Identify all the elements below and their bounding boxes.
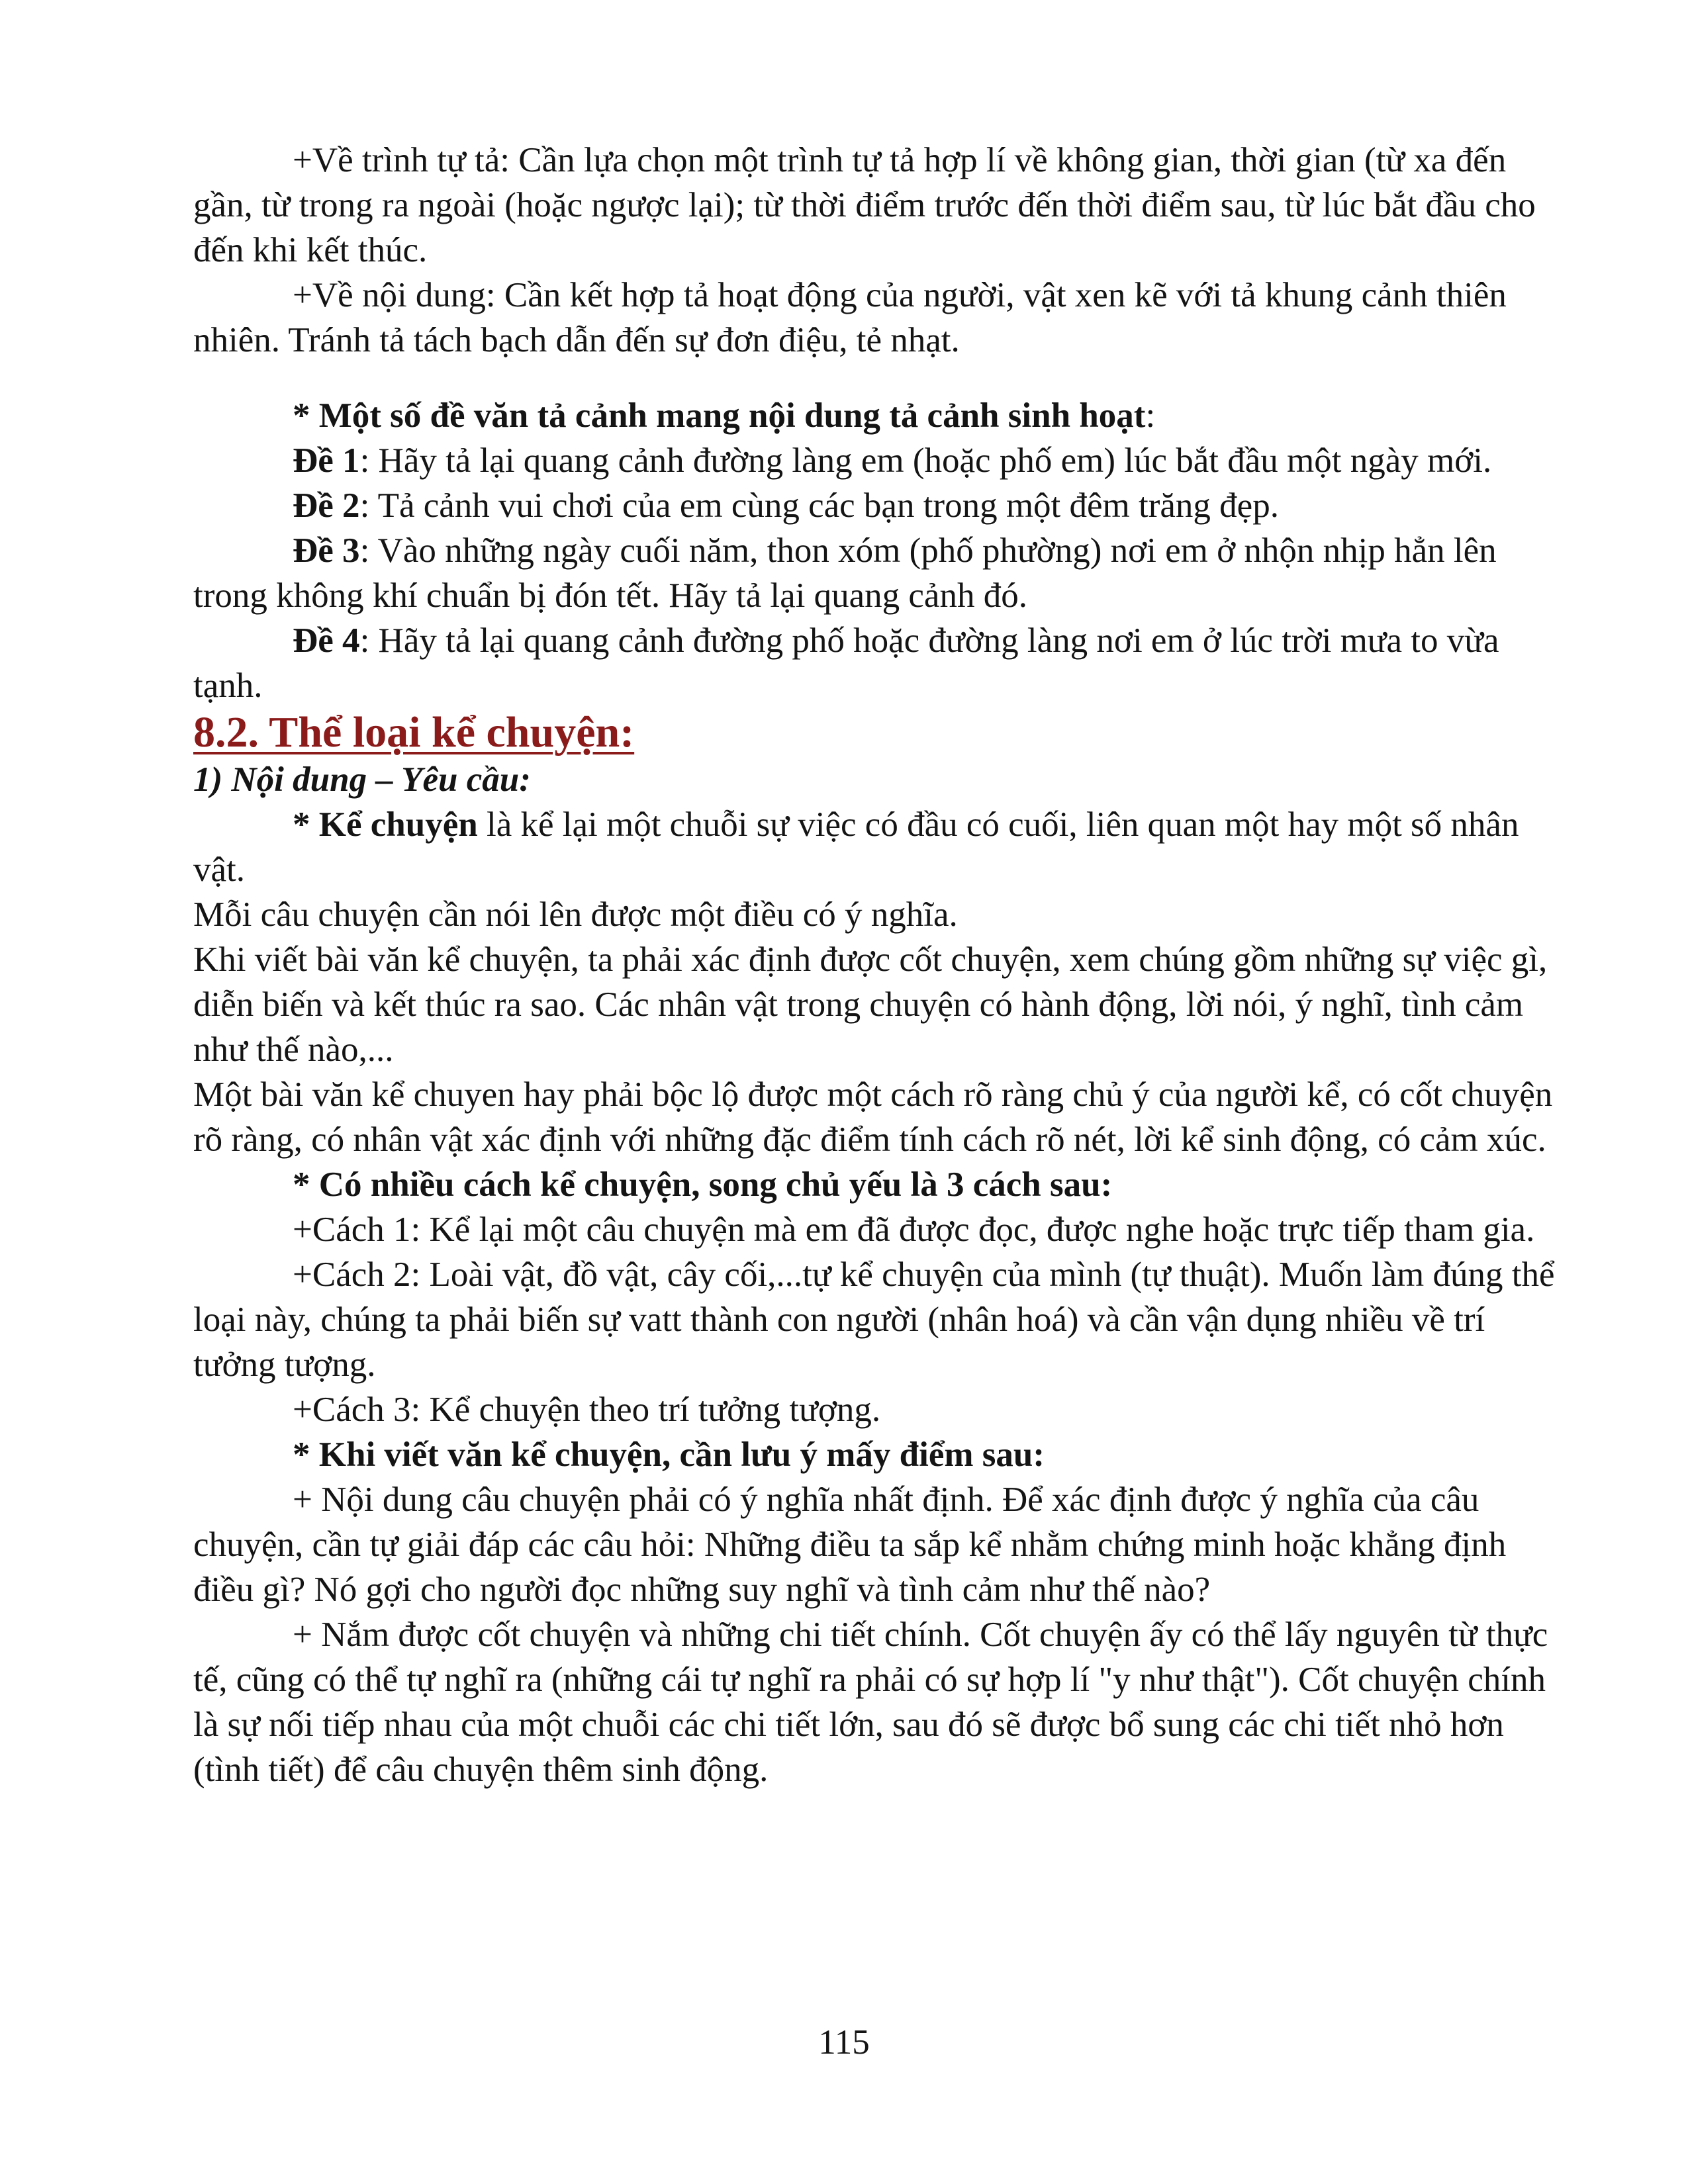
topic-label: Đề 3: [293, 531, 360, 570]
note-item: + Nội dung câu chuyện phải có ý nghĩa nhất định. Để xác định được ý nghĩa của câu chuyện, cần tự giải đáp các câu hỏi: Những điều ta sắp kể nhằm chứng minh hoặc khẳng định điều gì? Nó gợi cho người đọc những suy nghĩ và tình cảm như thế nào?: [193, 1480, 1507, 1609]
meaning-paragraph: Mỗi câu chuyện cần nói lên được một điều có ý nghĩa.: [193, 895, 958, 934]
topic-text: : Hãy tả lại quang cảnh đường phố hoặc đường làng nơi em ở lúc trời mưa to vừa tạnh.: [193, 621, 1499, 705]
section-subheading: 1) Nội dung – Yêu cầu:: [193, 760, 531, 799]
topic-item: [193, 618, 1570, 708]
notes-heading-text: * Khi viết văn kể chuyện, cần lưu ý mấy điểm sau:: [293, 1435, 1045, 1474]
topics-heading-text: * Một số đề văn tả cảnh mang nội dung tả cảnh sinh hoạt: [293, 396, 1146, 435]
topic-item: [193, 483, 1570, 528]
section-heading: 8.2. Thể loại kể chuyện:: [193, 708, 635, 756]
definition-term: Kể chuyện: [318, 805, 478, 844]
ways-heading: [193, 1162, 1570, 1207]
definition-star: *: [293, 805, 319, 844]
plot-paragraph: Khi viết bài văn kể chuyện, ta phải xác định được cốt chuyện, xem chúng gồm những sự việc gì, diễn biến và kết thúc ra sao. Các nhân vật trong chuyện có hành động, lời nói, ý nghĩ, tình cảm như thế nào,...: [193, 940, 1548, 1069]
definition-text: là kể lại một chuỗi sự việc có đầu có cuối, liên quan một hay một số nhân vật.: [193, 805, 1519, 889]
topic-text: : Tả cảnh vui chơi của em cùng các bạn trong một đêm trăng đẹp.: [359, 486, 1279, 525]
topic-label: Đề 4: [293, 621, 360, 660]
topic-text: : Vào những ngày cuối năm, thon xóm (phố phường) nơi em ở nhộn nhịp hẳn lên trong không khí chuẩn bị đón tết. Hãy tả lại quang cảnh đó.: [193, 531, 1497, 615]
document-page: [193, 138, 1570, 1792]
way-item: +Cách 2: Loài vật, đồ vật, cây cối,...tự kể chuyện của mình (tự thuật). Muốn làm đúng thể loại này, chúng ta phải biến sự vatt thành con người (nhân hoá) và cần vận dụng nhiều về trí tưởng tượng.: [193, 1255, 1555, 1384]
topic-text: : Hãy tả lại quang cảnh đường làng em (hoặc phố em) lúc bắt đầu một ngày mới.: [359, 441, 1492, 480]
definition-paragraph: [193, 802, 1570, 892]
notes-heading: [193, 1432, 1570, 1477]
way-item: +Cách 3: Kể chuyện theo trí tưởng tượng.: [293, 1390, 881, 1429]
good-story-paragraph: Một bài văn kể chuyen hay phải bộc lộ được một cách rõ ràng chủ ý của người kể, có cốt chuyện rõ ràng, có nhân vật xác định với những đặc điểm tính cách rõ nét, lời kể sinh động, có cảm xúc.: [193, 1075, 1553, 1159]
topic-label: Đề 2: [293, 486, 360, 525]
content-paragraph: +Về nội dung: Cần kết hợp tả hoạt động của người, vật xen kẽ với tả khung cảnh thiên nhiên. Tránh tả tách bạch dẫn đến sự đơn điệu, tẻ nhạt.: [193, 276, 1507, 359]
note-item: + Nắm được cốt chuyện và những chi tiết chính. Cốt chuyện ấy có thể lấy nguyên từ thực tế, cũng có thể tự nghĩ ra (những cái tự nghĩ ra phải có sự hợp lí "y như thật"). Cốt chuyện chính là sự nối tiếp nhau của một chuỗi các chi tiết lớn, sau đó sẽ được bổ sung các chi tiết nhỏ hơn (tình tiết) để câu chuyện thêm sinh động.: [193, 1615, 1548, 1789]
order-paragraph: +Về trình tự tả: Cần lựa chọn một trình tự tả hợp lí về không gian, thời gian (từ xa đến gần, từ trong ra ngoài (hoặc ngược lại); từ thời điểm trước đến thời điểm sau, từ lúc bắt đầu cho đến khi kết thúc.: [193, 141, 1536, 269]
way-item: +Cách 1: Kể lại một câu chuyện mà em đã được đọc, được nghe hoặc trực tiếp tham gia.: [293, 1210, 1535, 1249]
topics-heading-colon: :: [1145, 396, 1156, 435]
topic-item: [193, 528, 1570, 618]
ways-heading-text: * Có nhiều cách kể chuyện, song chủ yếu là 3 cách sau:: [293, 1165, 1113, 1204]
page-number: 115: [818, 2023, 870, 2062]
topics-heading: [193, 393, 1570, 438]
topic-item: [193, 438, 1570, 483]
topic-label: Đề 1: [293, 441, 360, 480]
